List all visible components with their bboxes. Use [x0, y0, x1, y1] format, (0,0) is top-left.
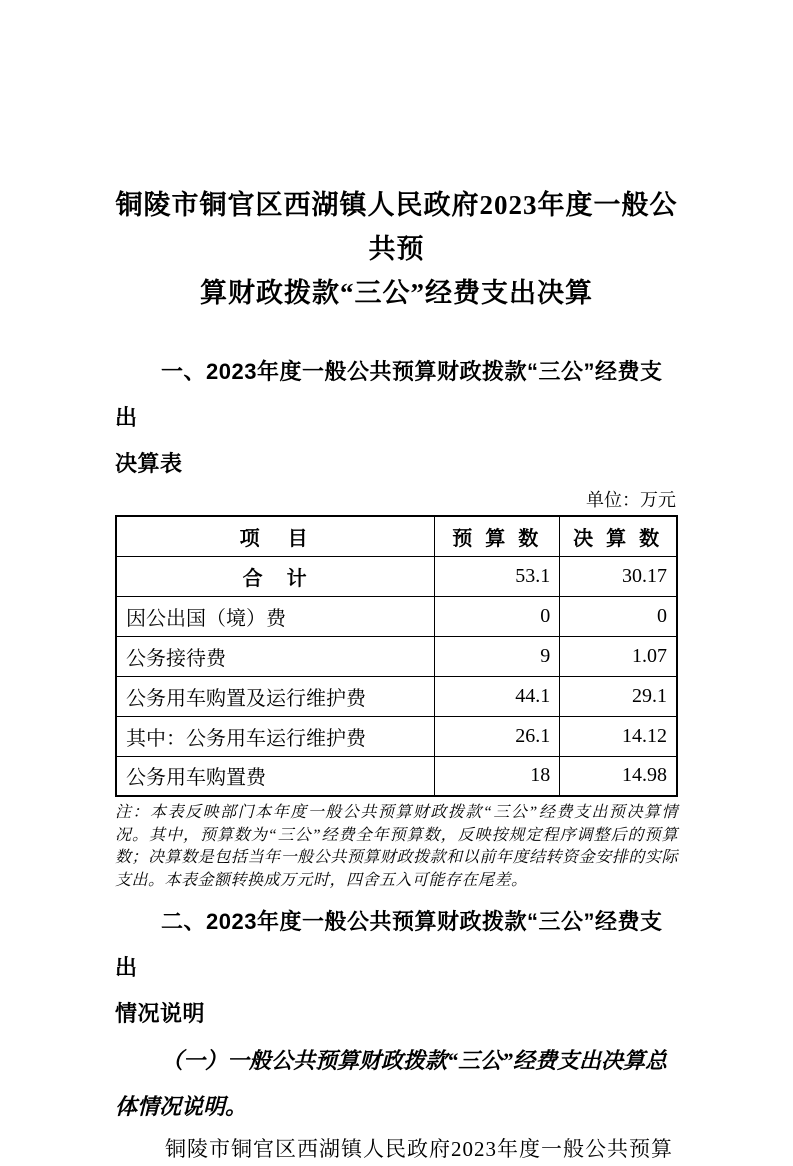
section-2-sub-heading-1 [115, 1038, 678, 1130]
section-1-heading-line-2: 决算表 [115, 451, 183, 476]
row-item-label: 其中：公务用车运行维护费 [116, 716, 435, 756]
table-note: 注：本表反映部门本年度一般公共预算财政拨款“三公”经费支出预决算情况。其中，预算数为“三公”经费全年预算数，反映按规定程序调整后的预算数；决算数是包括当年一般公共预算财政拨款和以前年度结转资金安排的实际支出。本表金额转换成万元时，四舍五入可能存在尾差。 [115, 804, 678, 889]
column-header-item: 项 目 [116, 516, 435, 556]
document-title-line-1: 铜陵市铜官区西湖镇人民政府2023年度一般公共预 [115, 190, 678, 264]
column-header-budget: 预 算 数 [435, 516, 560, 556]
row-final-value: 1.07 [560, 636, 677, 676]
section-2-heading-line-2: 情况说明 [115, 1001, 206, 1026]
table-row-abroad [116, 596, 677, 636]
row-budget-value: 0 [435, 596, 560, 636]
section-2-paragraph: 铜陵市铜官区西湖镇人民政府2023年度一般公共预算 [165, 1137, 673, 1161]
budget-table [115, 515, 678, 797]
document-title-line-2: 算财政拨款“三公”经费支出决算 [200, 278, 593, 308]
document-title [115, 183, 678, 315]
row-item-label: 公务用车购置费 [116, 756, 435, 796]
row-final-value: 30.17 [560, 556, 677, 596]
table-header-row [116, 516, 677, 556]
section-1-heading-line-1: 一、2023年度一般公共预算财政拨款“三公”经费支出 [115, 359, 663, 430]
section-1-heading [115, 349, 678, 487]
row-final-value: 14.98 [560, 756, 677, 796]
row-item-label: 公务用车购置及运行维护费 [116, 676, 435, 716]
sub-heading-line-1: （一）一般公共预算财政拨款“三公”经费支出决算总 [161, 1048, 668, 1073]
section-2-heading-line-1: 二、2023年度一般公共预算财政拨款“三公”经费支出 [115, 909, 663, 980]
row-item-label: 公务接待费 [116, 636, 435, 676]
column-header-final: 决 算 数 [560, 516, 677, 556]
row-item-label: 因公出国（境）费 [116, 596, 435, 636]
row-budget-value: 53.1 [435, 556, 560, 596]
sub-heading-line-2: 体情况说明。 [115, 1094, 248, 1119]
row-budget-value: 26.1 [435, 716, 560, 756]
table-row-vehicle-total [116, 676, 677, 716]
row-budget-value: 9 [435, 636, 560, 676]
row-budget-value: 18 [435, 756, 560, 796]
row-item-label: 合 计 [116, 556, 435, 596]
table-row-vehicle-purchase [116, 756, 677, 796]
section-2-heading [115, 899, 678, 1037]
table-row-reception [116, 636, 677, 676]
table-row-total [116, 556, 677, 596]
row-final-value: 0 [560, 596, 677, 636]
table-row-vehicle-operation [116, 716, 677, 756]
row-final-value: 14.12 [560, 716, 677, 756]
table-unit-label: 单位：万元 [586, 490, 676, 510]
row-final-value: 29.1 [560, 676, 677, 716]
row-budget-value: 44.1 [435, 676, 560, 716]
